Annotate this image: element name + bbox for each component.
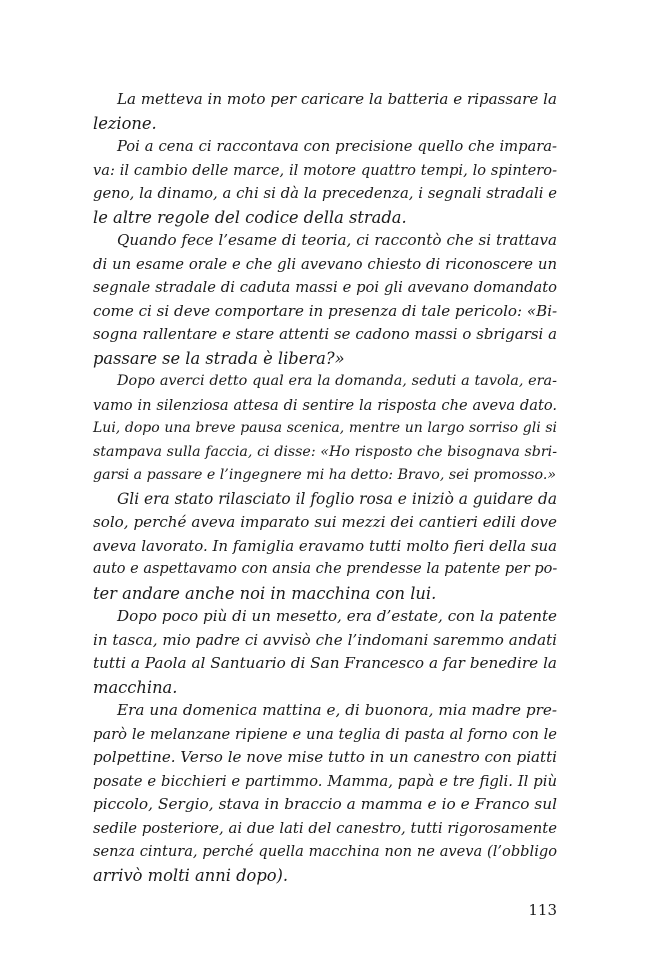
text-line: piccolo, Sergio, stava in braccio a mamma e io e Franco sul <box>93 795 557 813</box>
text-line: segnale stradale di caduta massi e poi gli avevano domandato <box>93 279 557 296</box>
text-line: ter andare anche noi in macchina con lui. <box>93 583 437 603</box>
text-line: lezione. <box>93 113 157 133</box>
text-line: Gli era stato rilasciato il foglio rosa e iniziò a guidare da <box>117 489 557 508</box>
text-line: arrivò molti anni dopo). <box>93 865 289 885</box>
text-line: vamo in silenziosa attesa di sentire la risposta che aveva dato. <box>93 396 557 414</box>
text-line: Poi a cena ci raccontava con precisione quello che impara- <box>117 138 557 155</box>
text-line: solo, perché aveva imparato sui mezzi dei cantieri edili dove <box>93 513 557 531</box>
text-line: posate e bicchieri e partimmo. Mamma, papà e tre figli. Il più <box>93 772 557 790</box>
text-line: Dopo poco più di un mesetto, era d’estate, con la patente <box>117 607 557 625</box>
text-line: stampava sulla faccia, ci disse: «Ho risposto che bisognava sbri- <box>93 443 557 460</box>
text-line: Dopo averci detto qual era la domanda, seduti a tavola, era- <box>117 373 557 389</box>
text-line: di un esame orale e che gli avevano chiesto di riconoscere un <box>93 255 557 273</box>
text-line: sogna rallentare e stare attenti se cadono massi o sbrigarsi a <box>93 325 557 343</box>
text-line: La metteva in moto per caricare la batteria e ripassare la <box>117 90 557 108</box>
text-line: garsi a passare e l’ingegnere mi ha detto: Bravo, sei promosso.» <box>93 467 557 483</box>
page-number: 113 <box>528 901 557 919</box>
text-line: parò le melanzane ripiene e una teglia di pasta al forno con le <box>93 725 557 743</box>
text-line: Era una domenica mattina e, di buonora, mia madre pre- <box>117 701 557 719</box>
text-line: aveva lavorato. In famiglia eravamo tutti molto fieri della sua <box>93 536 557 555</box>
text-line: tutti a Paola al Santuario di San Francesco a far benedire la <box>93 654 557 672</box>
text-line: Quando fece l’esame di teoria, ci raccontò che si trattava <box>117 231 557 249</box>
body-text <box>93 88 557 887</box>
text-line: sedile posteriore, ai due lati del canestro, tutti rigorosamente <box>93 819 557 837</box>
text-line: in tasca, mio padre ci avvisò che l’indomani saremmo andati <box>93 630 557 649</box>
text-line: come ci si deve comportare in presenza di tale pericolo: «Bi- <box>93 301 558 320</box>
text-line: le altre regole del codice della strada. <box>93 207 407 227</box>
text-line: geno, la dinamo, a chi si dà la precedenza, i segnali stradali e <box>93 185 557 202</box>
text-line: senza cintura, perché quella macchina non ne aveva (l’obbligo <box>93 843 557 860</box>
text-line: passare se la strada è libera?» <box>93 348 345 368</box>
text-line: Lui, dopo una breve pausa scenica, mentre un largo sorriso gli si <box>93 420 557 436</box>
text-line: macchina. <box>93 677 178 697</box>
text-line: va: il cambio delle marce, il motore quattro tempi, lo spintero- <box>93 161 557 179</box>
text-line: polpettine. Verso le nove mise tutto in un canestro con piatti <box>93 748 557 766</box>
text-line: auto e aspettavamo con ansia che prendesse la patente per po- <box>93 561 558 577</box>
